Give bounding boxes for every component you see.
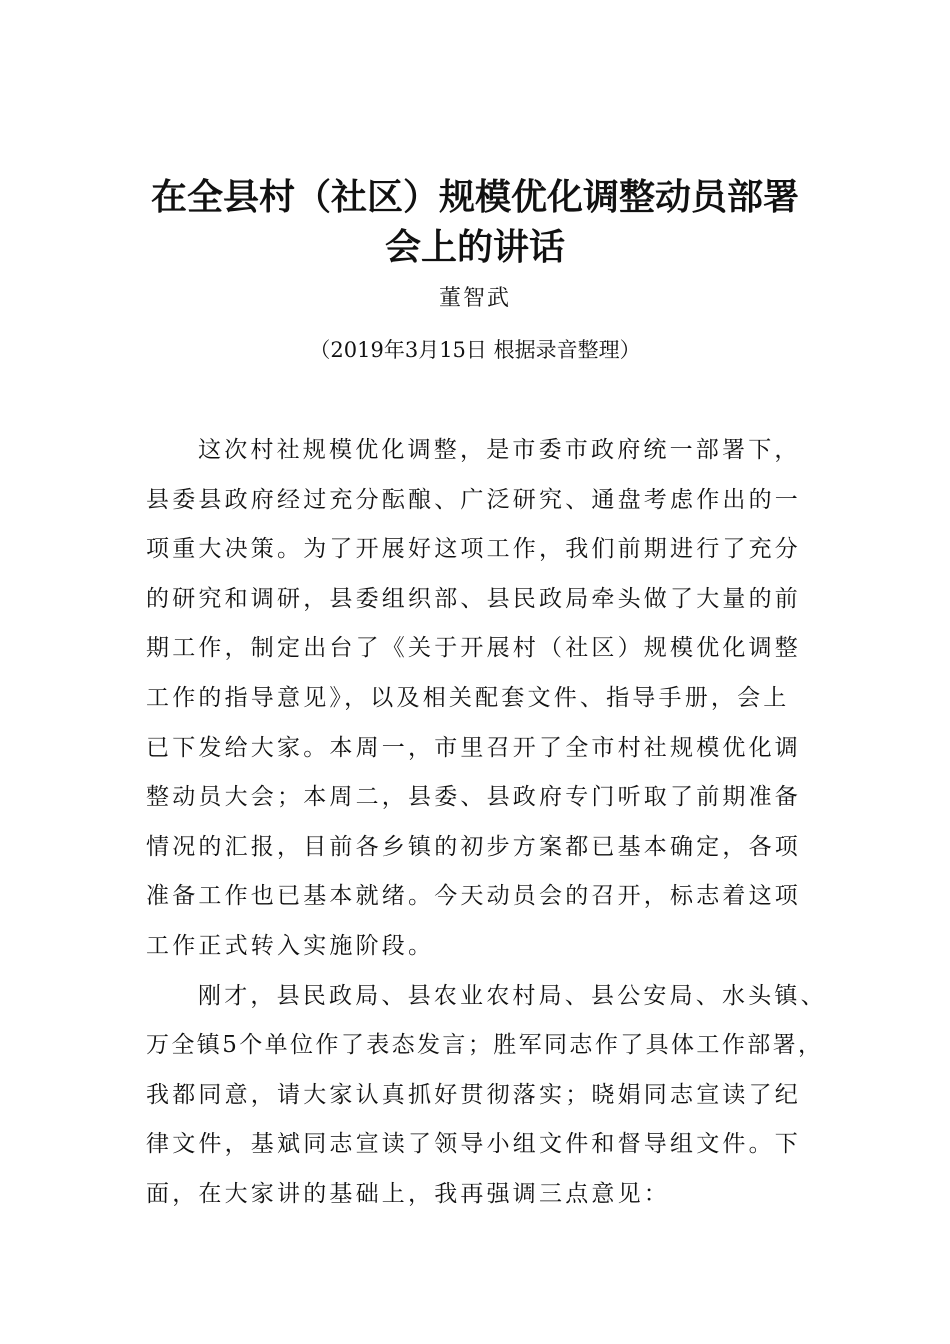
paragraph-line: 律文件，基斌同志宣读了领导小组文件和督导组文件。下 bbox=[146, 1131, 801, 1158]
document-title bbox=[100, 173, 850, 273]
paragraph-line: 我都同意，请大家认真抓好贯彻落实；晓娟同志宣读了纪 bbox=[146, 1081, 801, 1108]
paragraph-line: 准备工作也已基本就绪。今天动员会的召开，标志着这项 bbox=[146, 883, 801, 910]
paragraph-line: 刚才，县民政局、县农业农村局、县公安局、水头镇、 bbox=[198, 982, 827, 1009]
paragraph-line: 的研究和调研，县委组织部、县民政局牵头做了大量的前 bbox=[146, 585, 801, 612]
title-line-2: 会上的讲话 bbox=[384, 227, 565, 268]
paragraph-line: 工作正式转入实施阶段。 bbox=[146, 932, 435, 959]
author-name: 董智武 bbox=[438, 286, 511, 311]
title-line-1: 在全县村（社区）规模优化调整动员部署 bbox=[150, 177, 799, 218]
paragraph-line: 这次村社规模优化调整，是市委市政府统一部署下， bbox=[198, 437, 801, 463]
paragraph-line: 整动员大会；本周二，县委、县政府专门听取了前期准备 bbox=[146, 784, 801, 811]
document-body bbox=[146, 426, 836, 1220]
paragraph-line: 面，在大家讲的基础上，我再强调三点意见： bbox=[146, 1180, 670, 1207]
paragraph-2 bbox=[146, 972, 836, 1220]
paragraph-1 bbox=[146, 426, 836, 972]
date-note: （2019年3月15日 根据录音整理） bbox=[309, 338, 641, 362]
paragraph-line: 工作的指导意见》，以及相关配套文件、指导手册，会上 bbox=[146, 684, 790, 711]
paragraph-line: 情况的汇报，目前各乡镇的初步方案都已基本确定，各项 bbox=[146, 833, 801, 860]
paragraph-line: 万全镇5个单位作了表态发言；胜军同志作了具体工作部署， bbox=[146, 1032, 824, 1059]
paragraph-line: 项重大决策。为了开展好这项工作，我们前期进行了充分 bbox=[146, 536, 801, 563]
paragraph-line: 已下发给大家。本周一，市里召开了全市村社规模优化调 bbox=[146, 734, 801, 761]
paragraph-line: 县委县政府经过充分酝酿、广泛研究、通盘考虑作出的一 bbox=[146, 486, 801, 513]
paragraph-line: 期工作，制定出台了《关于开展村（社区）规模优化调整 bbox=[146, 635, 801, 662]
